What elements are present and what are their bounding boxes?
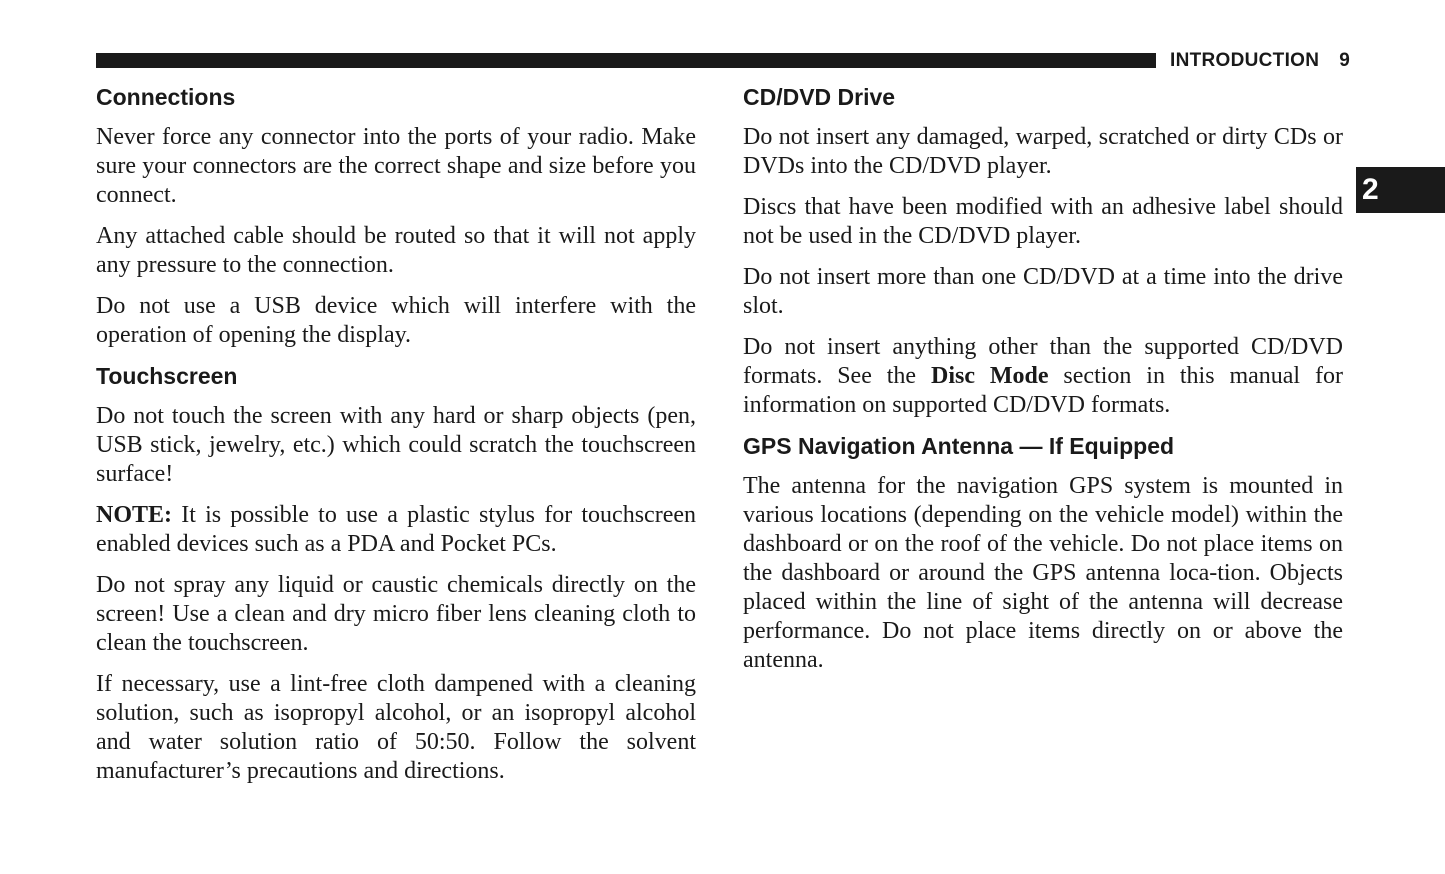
right-column [743, 80, 1343, 687]
connections-heading: Connections [96, 84, 236, 110]
cddvd-p4-end: section in this manual for information on supported CD/DVD formats. [743, 363, 1343, 418]
touchscreen-paragraph-1: Do not touch the screen with any hard or sharp objects (pen, USB stick, jewelry, etc.) which could scratch the touchscreen surface! [96, 403, 696, 487]
cddvd-heading: CD/DVD Drive [743, 84, 896, 110]
cddvd-paragraph-2: Discs that have been modified with an adhesive label should not be used in the CD/DVD player. [743, 194, 1343, 249]
cddvd-paragraph-4 [743, 333, 1343, 420]
touchscreen-heading: Touchscreen [96, 363, 238, 389]
connections-paragraph-1: Never force any connector into the ports of your radio. Make sure your connectors are the correct shape and size before you connect. [96, 124, 696, 208]
note-label: NOTE: [96, 502, 173, 528]
cddvd-paragraph-1: Do not insert any damaged, warped, scratched or dirty CDs or DVDs into the CD/DVD player. [743, 124, 1343, 179]
cddvd-paragraph-3: Do not insert more than one CD/DVD at a time into the drive slot. [743, 264, 1343, 319]
gps-paragraph-1: The antenna for the navigation GPS system is mounted in various locations (depending on the vehicle model) within the dashboard or on the roof of the vehicle. Do not place items on the dashboard or around the GPS antenna loca-tion. Objects placed within the line of sight of the antenna will decrease performance. Do not place items directly on or above the antenna. [743, 473, 1343, 673]
touchscreen-paragraph-3: Do not spray any liquid or caustic chemicals directly on the screen! Use a clean and dry micro fiber lens cleaning cloth to clean the touchscreen. [96, 572, 696, 656]
gps-heading: GPS Navigation Antenna — If Equipped [743, 433, 1175, 459]
note-text: It is possible to use a plastic stylus for touchscreen enabled devices such as a PDA and Pocket PCs. [96, 502, 696, 557]
chapter-tab: 2 [1356, 167, 1445, 213]
disc-mode-reference: Disc Mode [930, 363, 1049, 389]
page-number: 9 [1339, 50, 1351, 71]
left-column [96, 80, 696, 798]
connections-paragraph-2: Any attached cable should be routed so that it will not apply any pressure to the connection. [96, 223, 696, 278]
touchscreen-note [96, 501, 696, 559]
running-header [1170, 50, 1350, 72]
header-rule [96, 53, 1156, 68]
cddvd-p4-start: Do not insert anything other than the supported CD/DVD formats. See the [743, 334, 1343, 389]
section-title: INTRODUCTION [1170, 50, 1320, 71]
connections-paragraph-3: Do not use a USB device which will interfere with the operation of opening the display. [96, 293, 696, 348]
touchscreen-paragraph-4: If necessary, use a lint-free cloth dampened with a cleaning solution, such as isopropyl alcohol, or an isopropyl alcohol and water solution ratio of 50:50. Follow the solvent manufacturer’s precautions and directions. [96, 671, 696, 784]
